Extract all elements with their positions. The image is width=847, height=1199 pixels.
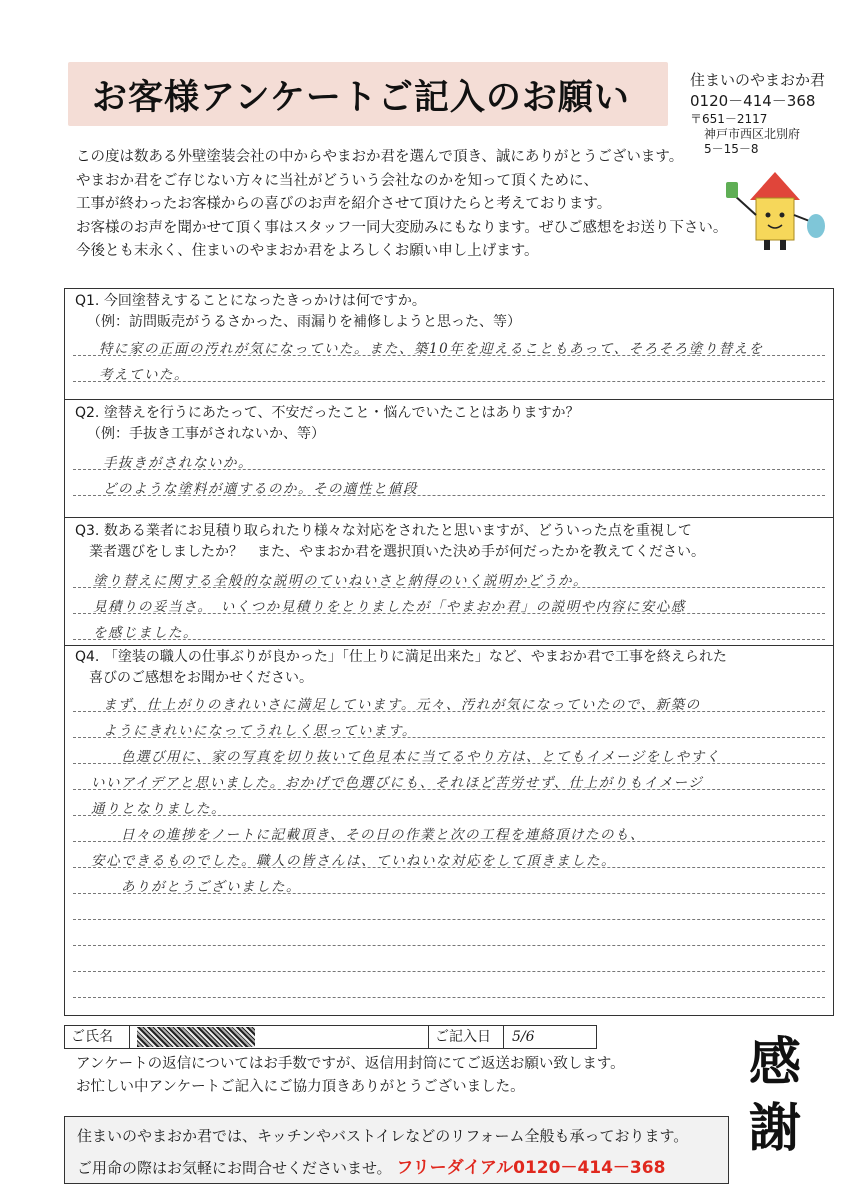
date-value: 5/6 xyxy=(503,1025,597,1049)
q4-answer-line: 通りとなりました。 xyxy=(91,801,226,817)
q3-question: Q3. 数ある業者にお見積り取られたり様々な対応をされたと思いますが、どういった点を重視して xyxy=(75,523,692,539)
q2-answer-line: 手抜きがされないか。 xyxy=(103,455,253,471)
section-divider xyxy=(65,399,833,400)
date-label: ご記入日 xyxy=(428,1025,504,1049)
q4-answer-line: いいアイデアと思いました。おかげで色選びにも、それほど苦労せず、仕上がりもイメージ xyxy=(91,775,704,791)
q2-example: （例：手抜き工事がされないか、等） xyxy=(87,426,325,442)
reply-line: アンケートの返信についてはお手数ですが、返信用封筒にてご返送お願い致します。 xyxy=(76,1056,625,1072)
section-divider xyxy=(65,645,833,646)
intro-line: お客様のお声を聞かせて頂く事はスタッフ一同大変励みにもなります。ぜひご感想をお送り下さい。 xyxy=(76,219,728,236)
section-divider xyxy=(65,517,833,518)
page-title: お客様アンケートご記入のお願い xyxy=(92,78,630,118)
intro-text xyxy=(76,146,727,264)
footer-box xyxy=(64,1116,729,1184)
reply-line: お忙しい中アンケートご記入にご協力頂きありがとうございました。 xyxy=(76,1079,525,1095)
answer-line xyxy=(73,997,825,998)
redacted-name xyxy=(137,1027,255,1047)
q3-question-cont: 業者選びをしましたか？ また、やまおか君を選択頂いた決め手が何だったかを教えてください。 xyxy=(89,544,705,560)
q4-question-cont: 喜びのご感想をお聞かせください。 xyxy=(89,670,313,686)
company-phone: 0120－414－368 xyxy=(690,92,816,110)
answer-line xyxy=(73,919,825,920)
q4-answer-line: 日々の進捗をノートに記載頂き、その日の作業と次の工程を連絡頂けたのも、 xyxy=(121,827,646,843)
intro-line: 工事が終わったお客様からの喜びのお声を紹介させて頂けたらと考えております。 xyxy=(76,196,612,212)
name-label: ご氏名 xyxy=(64,1025,130,1049)
q4-answer-line: 色選び用に、家の写真を切り抜いて色見本に当てるやり方は、とてもイメージをしやすく xyxy=(121,749,721,765)
footer-line-1: 住まいのやまおか君では、キッチンやバストイレなどのリフォーム全般も承っております。 xyxy=(77,1127,689,1145)
company-address-2: 5－15－8 xyxy=(704,142,759,156)
company-postal: 〒651－2117 xyxy=(690,112,768,126)
mascot-illustration xyxy=(720,160,830,255)
company-name: 住まいのやまおか君 xyxy=(690,71,826,89)
freedial-number: フリーダイアル0120－414－368 xyxy=(396,1158,666,1178)
reply-note xyxy=(76,1053,625,1099)
intro-line: この度は数ある外壁塗装会社の中からやまおか君を選んで頂き、誠にありがとうございます。 xyxy=(76,149,684,165)
q3-text xyxy=(75,521,705,563)
q3-answer-line: 見積りの妥当さ。 いくつか見積りをとりましたが「やまおか君」の説明や内容に安心感 xyxy=(93,599,686,615)
q3-answer-line: 塗り替えに関する全般的な説明のていねいさと納得のいく説明かどうか。 xyxy=(93,573,588,589)
q4-answer-line: 安心できるものでした。職人の皆さんは、ていねいな対応をして頂きました。 xyxy=(91,853,616,869)
intro-line: やまおか君をご存じない方々に当社がどういう会社なのかを知って頂くために、 xyxy=(76,172,598,189)
q2-question: Q2. 塗替えを行うにあたって、不安だったこと・悩んでいたことはありますか？ xyxy=(75,405,580,421)
answer-line xyxy=(73,971,825,972)
q4-text xyxy=(75,647,727,689)
q4-question: Q4. 「塗装の職人の仕事ぶりが良かった」「仕上りに満足出来た」など、やまおか君で工事を終えられた xyxy=(75,649,727,665)
q1-text xyxy=(75,291,521,333)
q4-answer-line: まず、仕上がりのきれいさに満足しています。元々、汚れが気になっていたので、新築の xyxy=(103,697,701,713)
q2-answer-line: どのような塗料が適するのか。その適性と値段 xyxy=(103,481,418,497)
q1-example: （例：訪問販売がうるさかった、雨漏りを補修しようと思った、等） xyxy=(87,314,521,330)
q4-answer-line: ようにきれいになってうれしく思っています。 xyxy=(103,723,417,739)
q1-answer-line: 考えていた。 xyxy=(99,367,189,383)
q2-text xyxy=(75,403,580,445)
footer-line-2 xyxy=(77,1153,665,1178)
kansha-char: 謝 xyxy=(748,1098,801,1159)
q4-answer-line: ありがとうございました。 xyxy=(121,879,301,895)
company-address-1: 神戸市西区北別府 xyxy=(704,127,801,141)
intro-line: 今後とも末永く、住まいのやまおか君をよろしくお願い申し上げます。 xyxy=(76,243,539,259)
questionnaire-form xyxy=(64,288,834,1016)
q1-question: Q1. 今回塗替えすることになったきっかけは何ですか。 xyxy=(75,293,426,309)
kansha-calligraphy xyxy=(740,1030,810,1162)
footer-line-2-text: ご用命の際はお気軽にお問合せくださいませ。 xyxy=(77,1159,392,1177)
kansha-char: 感 xyxy=(748,1032,801,1093)
answer-line xyxy=(73,945,825,946)
company-info xyxy=(690,70,825,157)
q1-answer-line: 特に家の正面の汚れが気になっていた。また、築10年を迎えることもあって、そろそろ塗り替えを xyxy=(99,341,764,357)
q3-answer-line: を感じました。 xyxy=(93,625,198,641)
